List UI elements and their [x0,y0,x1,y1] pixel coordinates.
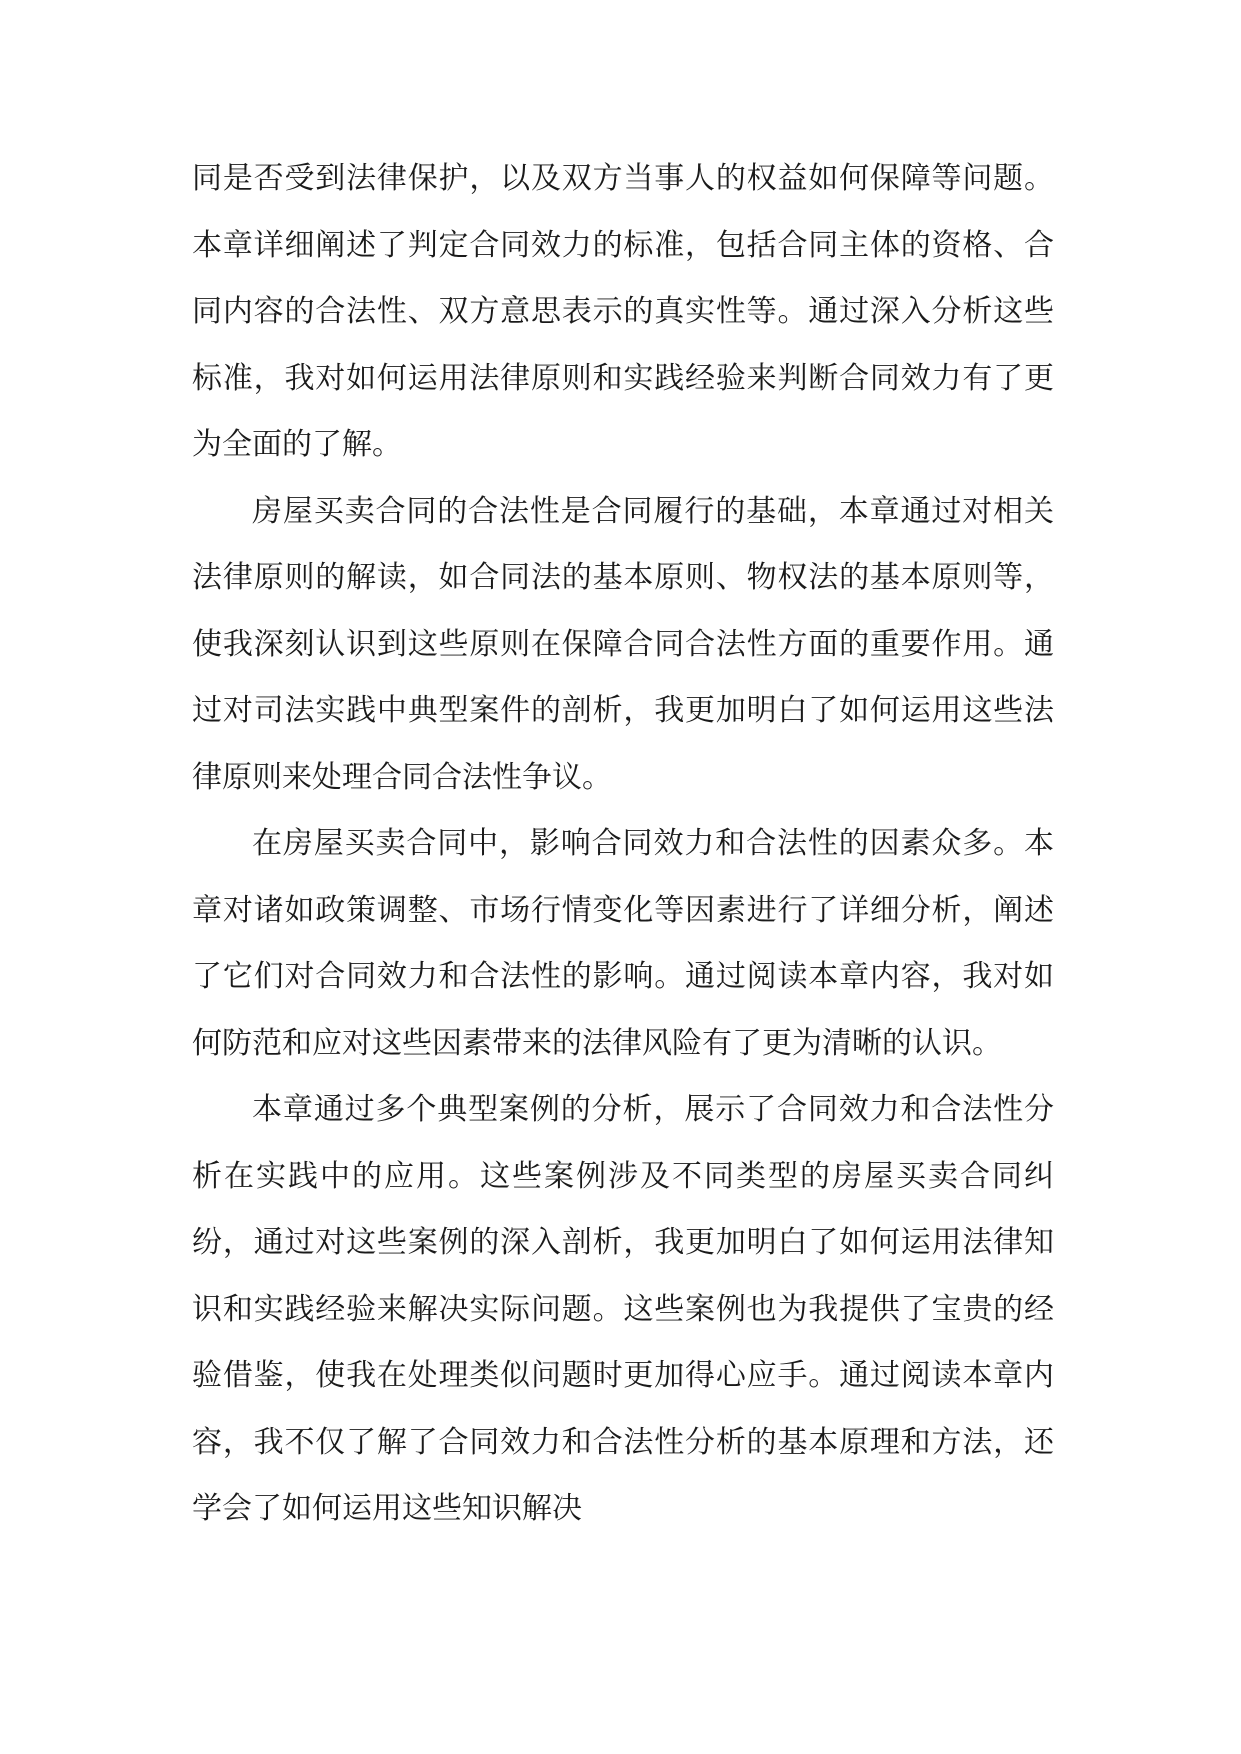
document-body [192,146,1054,1543]
paragraph-2: 房屋买卖合同的合法性是合同履行的基础，本章通过对相关法律原则的解读，如合同法的基本原则、物权法的基本原则等，使我深刻认识到这些原则在保障合同合法性方面的重要作用。通过对司法实践中典型案件的剖析，我更加明白了如何运用这些法律原则来处理合同合法性争议。 [192,493,1054,795]
paragraph-3: 在房屋买卖合同中，影响合同效力和合法性的因素众多。本章对诸如政策调整、市场行情变化等因素进行了详细分析，阐述了它们对合同效力和合法性的影响。通过阅读本章内容，我对如何防范和应对这些因素带来的法律风险有了更为清晰的认识。 [192,826,1054,1061]
paragraph-1: 同是否受到法律保护，以及双方当事人的权益如何保障等问题。本章详细阐述了判定合同效力的标准，包括合同主体的资格、合同内容的合法性、双方意思表示的真实性等。通过深入分析这些标准，我对如何运用法律原则和实践经验来判断合同效力有了更为全面的了解。 [192,161,1054,462]
paragraph-4: 本章通过多个典型案例的分析，展示了合同效力和合法性分析在实践中的应用。这些案例涉及不同类型的房屋买卖合同纠纷，通过对这些案例的深入剖析，我更加明白了如何运用法律知识和实践经验来解决实际问题。这些案例也为我提供了宝贵的经验借鉴，使我在处理类似问题时更加得心应手。通过阅读本章内容，我不仅了解了合同效力和合法性分析的基本原理和方法，还学会了如何运用这些知识解决 [192,1092,1054,1526]
